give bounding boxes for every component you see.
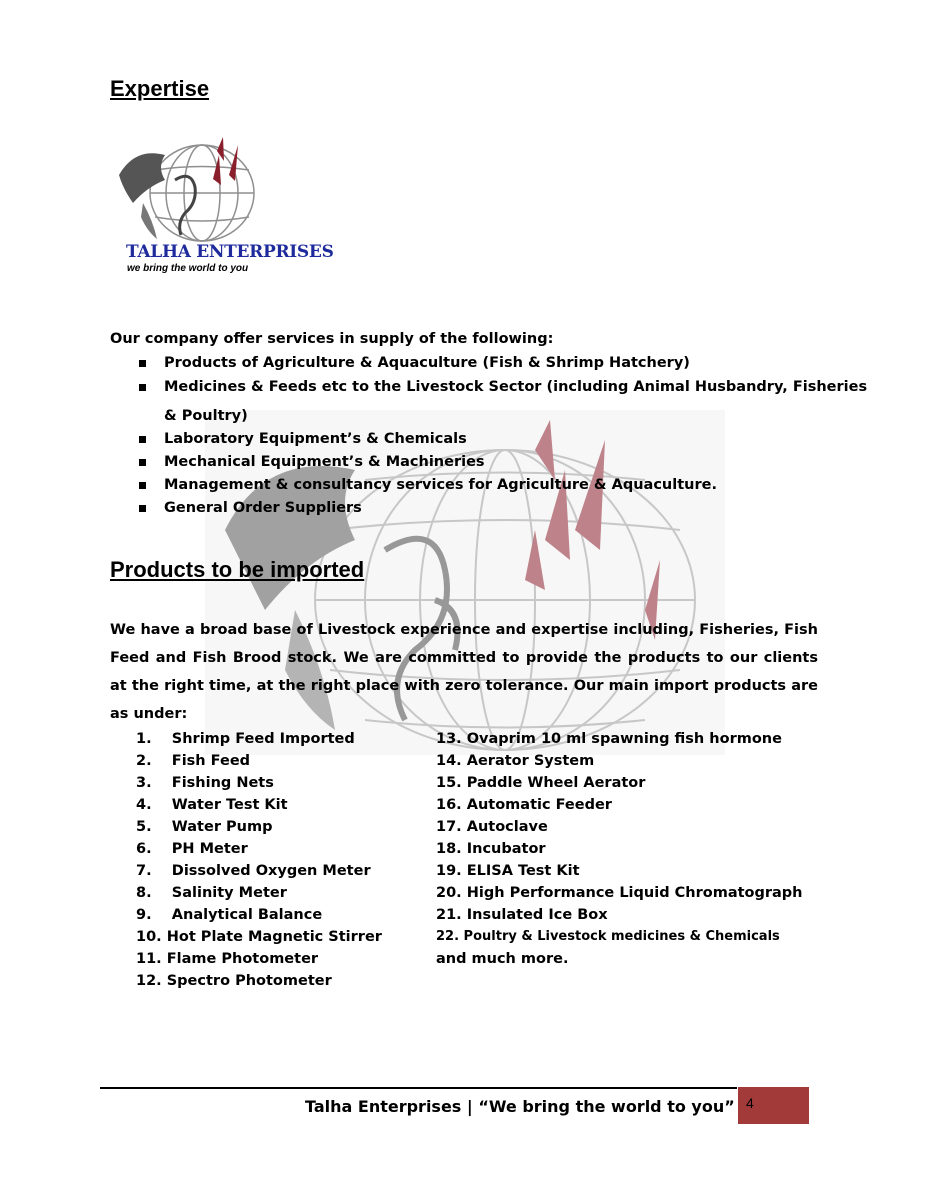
- product-item: 20. High Performance Liquid Chromatograph: [436, 885, 803, 901]
- footer-text: Talha Enterprises | “We bring the world to you”: [305, 1097, 735, 1116]
- service-item-2-continued: & Poultry): [164, 408, 248, 424]
- product-item: 17. Autoclave: [436, 819, 548, 835]
- product-item: and much more.: [436, 951, 569, 967]
- products-heading: Products to be imported: [110, 557, 365, 582]
- product-item: 5. Water Pump: [136, 819, 273, 835]
- service-item-5: Management & consultancy services for Agriculture & Aquaculture.: [164, 477, 717, 493]
- page-number: 4: [746, 1095, 754, 1111]
- product-item: 6. PH Meter: [136, 841, 248, 857]
- bullet-6: [139, 505, 146, 512]
- product-item: 3. Fishing Nets: [136, 775, 274, 791]
- service-item-3: Laboratory Equipment’s & Chemicals: [164, 431, 467, 447]
- product-item: 12. Spectro Photometer: [136, 973, 332, 989]
- bullet-1: [139, 360, 146, 367]
- product-item: 4. Water Test Kit: [136, 797, 288, 813]
- logo-tagline: we bring the world to you: [127, 263, 249, 274]
- page-number-box: [738, 1087, 809, 1124]
- product-item: 16. Automatic Feeder: [436, 797, 612, 813]
- service-item-2: Medicines & Feeds etc to the Livestock Sector (including Animal Husbandry, Fisheries: [164, 379, 868, 395]
- bullet-5: [139, 482, 146, 489]
- product-item: 18. Incubator: [436, 841, 546, 857]
- product-item: 13. Ovaprim 10 ml spawning fish hormone: [436, 731, 782, 747]
- bullet-4: [139, 459, 146, 466]
- services-intro: Our company offer services in supply of the following:: [110, 331, 554, 347]
- expertise-heading: Expertise: [110, 76, 210, 101]
- company-logo: [112, 135, 334, 275]
- product-item: 2. Fish Feed: [136, 753, 251, 769]
- product-item: 1. Shrimp Feed Imported: [136, 731, 355, 747]
- logo-company-name: TALHA ENTERPRISES: [126, 242, 334, 262]
- globe-fish-icon: [117, 135, 257, 245]
- product-item: 15. Paddle Wheel Aerator: [436, 775, 646, 791]
- product-item: 9. Analytical Balance: [136, 907, 323, 923]
- products-paragraph: We have a broad base of Livestock experience and expertise including, Fisheries, Fish Feed and Fish Brood stock. We are committed to provide the products to our clients at the right time, at the right place with zero tolerance. Our main import products are as under:: [110, 622, 818, 722]
- service-item-1: Products of Agriculture & Aquaculture (Fish & Shrimp Hatchery): [164, 355, 690, 371]
- service-item-6: General Order Suppliers: [164, 500, 362, 516]
- product-item: 14. Aerator System: [436, 753, 595, 769]
- footer-rule: [100, 1087, 737, 1089]
- service-item-4: Mechanical Equipment’s & Machineries: [164, 454, 485, 470]
- bullet-3: [139, 436, 146, 443]
- product-item: 11. Flame Photometer: [136, 951, 319, 967]
- product-item: 10. Hot Plate Magnetic Stirrer: [136, 929, 382, 945]
- product-item: 19. ELISA Test Kit: [436, 863, 580, 879]
- product-item: 21. Insulated Ice Box: [436, 907, 608, 923]
- product-item: 8. Salinity Meter: [136, 885, 287, 901]
- product-item: 7. Dissolved Oxygen Meter: [136, 863, 371, 879]
- bullet-2: [139, 384, 146, 391]
- product-item: 22. Poultry & Livestock medicines & Chemicals: [436, 929, 780, 944]
